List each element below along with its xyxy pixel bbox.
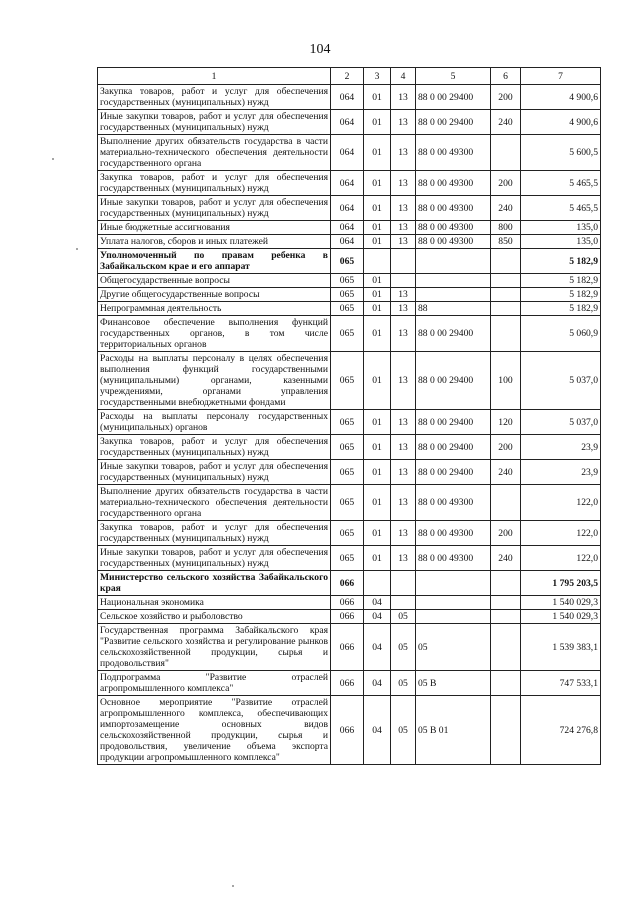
row-code-target: 88 0 00 29400 bbox=[416, 410, 491, 435]
row-code-section: 04 bbox=[364, 610, 391, 624]
table-row bbox=[98, 460, 601, 485]
row-code-subsection bbox=[391, 571, 416, 596]
row-code-subsection bbox=[391, 596, 416, 610]
row-name: Расходы на выплаты персоналу государственных (муниципальных) органов bbox=[98, 410, 331, 435]
row-code-subsection: 05 bbox=[391, 624, 416, 671]
row-code-expense-type: 240 bbox=[491, 546, 521, 571]
row-name: Уполномоченный по правам ребенка в Забайкальском крае и его аппарат bbox=[98, 249, 331, 274]
row-code-admin: 064 bbox=[331, 110, 364, 135]
page-number: 104 bbox=[309, 42, 331, 57]
table-row bbox=[98, 671, 601, 696]
scan-speck bbox=[52, 158, 54, 160]
row-code-section: 01 bbox=[364, 485, 391, 521]
row-code-expense-type bbox=[491, 624, 521, 671]
row-amount: 5 182,9 bbox=[521, 249, 601, 274]
row-code-expense-type: 240 bbox=[491, 196, 521, 221]
table-row bbox=[98, 288, 601, 302]
row-code-section: 01 bbox=[364, 352, 391, 410]
row-code-subsection: 13 bbox=[391, 460, 416, 485]
row-code-expense-type: 120 bbox=[491, 410, 521, 435]
table-row bbox=[98, 485, 601, 521]
table-row bbox=[98, 85, 601, 110]
row-name: Расходы на выплаты персоналу в целях обеспечения выполнения функций государственными (муниципальными) органами, казенными учреждениями, органами управления государственными внебюджетными фондами bbox=[98, 352, 331, 410]
row-code-section: 04 bbox=[364, 624, 391, 671]
row-code-expense-type bbox=[491, 288, 521, 302]
row-amount: 1 540 029,3 bbox=[521, 610, 601, 624]
row-code-admin: 065 bbox=[331, 316, 364, 352]
row-amount: 5 037,0 bbox=[521, 410, 601, 435]
row-code-target bbox=[416, 288, 491, 302]
table-row bbox=[98, 171, 601, 196]
row-code-admin: 066 bbox=[331, 610, 364, 624]
row-code-section bbox=[364, 571, 391, 596]
header-col-1: 1 bbox=[98, 68, 331, 85]
row-name: Закупка товаров, работ и услуг для обеспечения государственных (муниципальных) нужд bbox=[98, 85, 331, 110]
row-code-target bbox=[416, 274, 491, 288]
row-code-section: 01 bbox=[364, 460, 391, 485]
row-code-target: 88 0 00 49300 bbox=[416, 196, 491, 221]
row-code-section: 01 bbox=[364, 435, 391, 460]
table-row bbox=[98, 410, 601, 435]
header-col-7: 7 bbox=[521, 68, 601, 85]
row-code-expense-type bbox=[491, 316, 521, 352]
row-code-section: 01 bbox=[364, 410, 391, 435]
row-code-subsection: 13 bbox=[391, 410, 416, 435]
row-code-expense-type bbox=[491, 696, 521, 765]
row-amount: 5 182,9 bbox=[521, 274, 601, 288]
row-code-subsection: 13 bbox=[391, 352, 416, 410]
table-row bbox=[98, 196, 601, 221]
row-code-target: 88 0 00 29400 bbox=[416, 316, 491, 352]
row-code-target: 88 0 00 29400 bbox=[416, 352, 491, 410]
table-row bbox=[98, 135, 601, 171]
budget-table bbox=[97, 67, 601, 765]
row-name: Непрограммная деятельность bbox=[98, 302, 331, 316]
row-name: Выполнение других обязательств государства в части материально-технического обеспечения деятельности государственного органа bbox=[98, 135, 331, 171]
row-code-subsection: 13 bbox=[391, 235, 416, 249]
row-code-expense-type: 850 bbox=[491, 235, 521, 249]
row-code-admin: 064 bbox=[331, 135, 364, 171]
row-code-target: 88 0 00 29400 bbox=[416, 460, 491, 485]
row-name: Уплата налогов, сборов и иных платежей bbox=[98, 235, 331, 249]
row-name: Иные бюджетные ассигнования bbox=[98, 221, 331, 235]
row-code-section: 01 bbox=[364, 221, 391, 235]
row-amount: 5 465,5 bbox=[521, 196, 601, 221]
row-code-subsection: 13 bbox=[391, 302, 416, 316]
row-name: Сельское хозяйство и рыболовство bbox=[98, 610, 331, 624]
row-code-expense-type bbox=[491, 596, 521, 610]
row-code-target: 88 0 00 29400 bbox=[416, 110, 491, 135]
row-code-target: 88 0 00 49300 bbox=[416, 135, 491, 171]
header-col-5: 5 bbox=[416, 68, 491, 85]
row-code-expense-type: 100 bbox=[491, 352, 521, 410]
row-code-subsection: 13 bbox=[391, 196, 416, 221]
row-code-target: 88 0 00 49300 bbox=[416, 546, 491, 571]
row-code-admin: 065 bbox=[331, 410, 364, 435]
scan-speck bbox=[76, 248, 78, 250]
table-row bbox=[98, 546, 601, 571]
row-code-admin: 066 bbox=[331, 596, 364, 610]
row-code-expense-type bbox=[491, 274, 521, 288]
row-amount: 4 900,6 bbox=[521, 110, 601, 135]
row-code-expense-type bbox=[491, 302, 521, 316]
row-code-expense-type: 200 bbox=[491, 435, 521, 460]
table-row bbox=[98, 221, 601, 235]
row-code-section bbox=[364, 249, 391, 274]
row-amount: 135,0 bbox=[521, 235, 601, 249]
row-code-expense-type bbox=[491, 671, 521, 696]
row-code-expense-type bbox=[491, 135, 521, 171]
row-code-section: 01 bbox=[364, 302, 391, 316]
row-amount: 1 540 029,3 bbox=[521, 596, 601, 610]
row-name: Национальная экономика bbox=[98, 596, 331, 610]
table-row bbox=[98, 274, 601, 288]
row-code-subsection bbox=[391, 249, 416, 274]
row-code-admin: 065 bbox=[331, 288, 364, 302]
row-code-section: 01 bbox=[364, 288, 391, 302]
table-row bbox=[98, 610, 601, 624]
row-code-target: 05 В 01 bbox=[416, 696, 491, 765]
row-code-admin: 065 bbox=[331, 521, 364, 546]
row-code-section: 04 bbox=[364, 671, 391, 696]
row-code-target: 88 0 00 49300 bbox=[416, 171, 491, 196]
row-code-subsection: 13 bbox=[391, 288, 416, 302]
row-code-target: 88 bbox=[416, 302, 491, 316]
row-name: Выполнение других обязательств государства в части материально-технического обеспечения деятельности государственного органа bbox=[98, 485, 331, 521]
row-amount: 1 795 203,5 bbox=[521, 571, 601, 596]
row-code-target bbox=[416, 610, 491, 624]
row-code-section: 04 bbox=[364, 596, 391, 610]
header-col-6: 6 bbox=[491, 68, 521, 85]
row-code-subsection: 13 bbox=[391, 110, 416, 135]
row-code-admin: 065 bbox=[331, 435, 364, 460]
row-code-expense-type bbox=[491, 485, 521, 521]
row-code-section: 01 bbox=[364, 546, 391, 571]
row-name: Общегосударственные вопросы bbox=[98, 274, 331, 288]
row-amount: 4 900,6 bbox=[521, 85, 601, 110]
row-code-subsection: 13 bbox=[391, 521, 416, 546]
header-col-3: 3 bbox=[364, 68, 391, 85]
scan-speck bbox=[232, 885, 234, 887]
row-name: Государственная программа Забайкальского края "Развитие сельского хозяйства и регулирование рынков сельскохозяйственной продукции, сырья и продовольствия" bbox=[98, 624, 331, 671]
row-code-subsection: 13 bbox=[391, 546, 416, 571]
row-name: Подпрограмма "Развитие отраслей агропромышленного комплекса" bbox=[98, 671, 331, 696]
row-code-target: 05 В bbox=[416, 671, 491, 696]
row-code-subsection: 13 bbox=[391, 85, 416, 110]
table-row bbox=[98, 624, 601, 671]
row-amount: 5 600,5 bbox=[521, 135, 601, 171]
row-code-section: 01 bbox=[364, 316, 391, 352]
row-code-section: 01 bbox=[364, 521, 391, 546]
table-row bbox=[98, 596, 601, 610]
row-code-target: 88 0 00 29400 bbox=[416, 435, 491, 460]
row-name: Закупка товаров, работ и услуг для обеспечения государственных (муниципальных) нужд bbox=[98, 521, 331, 546]
header-col-4: 4 bbox=[391, 68, 416, 85]
table-row bbox=[98, 435, 601, 460]
row-code-admin: 065 bbox=[331, 485, 364, 521]
row-code-expense-type bbox=[491, 571, 521, 596]
row-code-admin: 064 bbox=[331, 171, 364, 196]
row-name: Иные закупки товаров, работ и услуг для обеспечения государственных (муниципальных) нужд bbox=[98, 546, 331, 571]
row-code-subsection: 13 bbox=[391, 485, 416, 521]
row-code-expense-type: 240 bbox=[491, 110, 521, 135]
row-code-subsection: 05 bbox=[391, 696, 416, 765]
row-code-admin: 065 bbox=[331, 249, 364, 274]
row-amount: 1 539 383,1 bbox=[521, 624, 601, 671]
row-code-section: 04 bbox=[364, 696, 391, 765]
row-amount: 5 182,9 bbox=[521, 288, 601, 302]
table-row bbox=[98, 302, 601, 316]
row-amount: 122,0 bbox=[521, 521, 601, 546]
row-amount: 747 533,1 bbox=[521, 671, 601, 696]
row-name: Иные закупки товаров, работ и услуг для обеспечения государственных (муниципальных) нужд bbox=[98, 110, 331, 135]
row-code-admin: 066 bbox=[331, 671, 364, 696]
row-code-subsection: 05 bbox=[391, 610, 416, 624]
row-amount: 135,0 bbox=[521, 221, 601, 235]
row-name: Иные закупки товаров, работ и услуг для обеспечения государственных (муниципальных) нужд bbox=[98, 460, 331, 485]
row-name: Другие общегосударственные вопросы bbox=[98, 288, 331, 302]
row-code-admin: 064 bbox=[331, 196, 364, 221]
table-header-row bbox=[98, 68, 601, 85]
row-amount: 122,0 bbox=[521, 485, 601, 521]
header-col-2: 2 bbox=[331, 68, 364, 85]
row-amount: 5 060,9 bbox=[521, 316, 601, 352]
table-row bbox=[98, 235, 601, 249]
row-code-subsection: 13 bbox=[391, 135, 416, 171]
table-row bbox=[98, 249, 601, 274]
row-code-subsection: 13 bbox=[391, 171, 416, 196]
row-code-target bbox=[416, 249, 491, 274]
row-code-expense-type: 240 bbox=[491, 460, 521, 485]
row-amount: 5 465,5 bbox=[521, 171, 601, 196]
row-code-admin: 064 bbox=[331, 235, 364, 249]
row-code-section: 01 bbox=[364, 110, 391, 135]
row-code-target: 88 0 00 29400 bbox=[416, 85, 491, 110]
row-code-subsection: 13 bbox=[391, 435, 416, 460]
row-name: Закупка товаров, работ и услуг для обеспечения государственных (муниципальных) нужд bbox=[98, 171, 331, 196]
row-code-admin: 065 bbox=[331, 546, 364, 571]
row-name: Финансовое обеспечение выполнения функций государственных органов, в том числе территориальных органов bbox=[98, 316, 331, 352]
row-name: Основное мероприятие "Развитие отраслей агропромышленного комплекса, обеспечивающих импортозамещение основных видов сельскохозяйственной продукции, сырья и продовольствия, увеличение объема экспорта продукции агропромышленного комплекса" bbox=[98, 696, 331, 765]
row-code-section: 01 bbox=[364, 85, 391, 110]
row-code-admin: 064 bbox=[331, 85, 364, 110]
row-code-target: 88 0 00 49300 bbox=[416, 221, 491, 235]
row-amount: 23,9 bbox=[521, 435, 601, 460]
row-code-target: 05 bbox=[416, 624, 491, 671]
row-code-admin: 065 bbox=[331, 460, 364, 485]
row-amount: 23,9 bbox=[521, 460, 601, 485]
row-code-target bbox=[416, 571, 491, 596]
row-code-expense-type: 200 bbox=[491, 171, 521, 196]
row-amount: 5 037,0 bbox=[521, 352, 601, 410]
row-code-admin: 065 bbox=[331, 352, 364, 410]
table-body bbox=[98, 68, 601, 765]
row-code-admin: 064 bbox=[331, 221, 364, 235]
row-code-subsection: 13 bbox=[391, 316, 416, 352]
row-code-expense-type bbox=[491, 249, 521, 274]
table-row bbox=[98, 110, 601, 135]
row-code-target: 88 0 00 49300 bbox=[416, 521, 491, 546]
row-name: Иные закупки товаров, работ и услуг для обеспечения государственных (муниципальных) нужд bbox=[98, 196, 331, 221]
row-code-subsection bbox=[391, 274, 416, 288]
row-code-target: 88 0 00 49300 bbox=[416, 485, 491, 521]
row-code-subsection: 05 bbox=[391, 671, 416, 696]
row-code-expense-type bbox=[491, 610, 521, 624]
row-name: Закупка товаров, работ и услуг для обеспечения государственных (муниципальных) нужд bbox=[98, 435, 331, 460]
row-code-admin: 066 bbox=[331, 571, 364, 596]
row-code-subsection: 13 bbox=[391, 221, 416, 235]
row-code-target bbox=[416, 596, 491, 610]
row-code-admin: 065 bbox=[331, 302, 364, 316]
row-code-admin: 066 bbox=[331, 624, 364, 671]
row-code-section: 01 bbox=[364, 196, 391, 221]
table-row bbox=[98, 521, 601, 546]
row-code-section: 01 bbox=[364, 274, 391, 288]
row-code-expense-type: 200 bbox=[491, 85, 521, 110]
table-row bbox=[98, 316, 601, 352]
row-code-expense-type: 800 bbox=[491, 221, 521, 235]
table-row bbox=[98, 352, 601, 410]
row-name: Министерство сельского хозяйства Забайкальского края bbox=[98, 571, 331, 596]
row-code-target: 88 0 00 49300 bbox=[416, 235, 491, 249]
row-amount: 122,0 bbox=[521, 546, 601, 571]
row-code-admin: 066 bbox=[331, 696, 364, 765]
row-code-section: 01 bbox=[364, 135, 391, 171]
row-code-section: 01 bbox=[364, 171, 391, 196]
row-code-section: 01 bbox=[364, 235, 391, 249]
table-row bbox=[98, 571, 601, 596]
row-code-admin: 065 bbox=[331, 274, 364, 288]
table-row bbox=[98, 696, 601, 765]
row-amount: 5 182,9 bbox=[521, 302, 601, 316]
row-code-expense-type: 200 bbox=[491, 521, 521, 546]
row-amount: 724 276,8 bbox=[521, 696, 601, 765]
